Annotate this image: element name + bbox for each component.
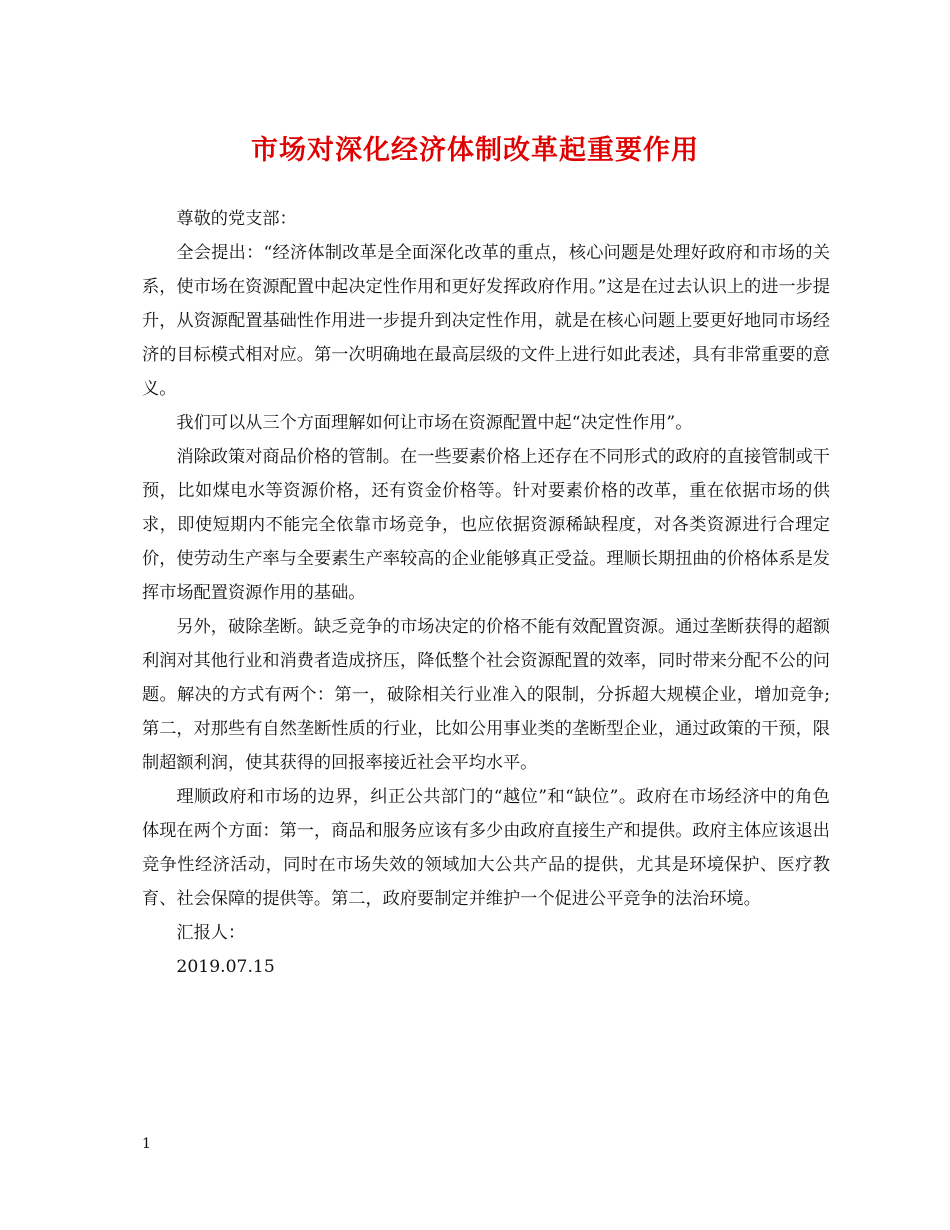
- paragraph-1: 全会提出：“经济体制改革是全面深化改革的重点，核心问题是处理好政府和市场的关系，使市场在资源配置中起决定性作用和更好发挥政府作用。”这是在过去认识上的进一步提升，从资源配置基础性作用进一步提升到决定性作用，就是在核心问题上要更好地同市场经济的目标模式相对应。第一次明确地在最高层级的文件上进行如此表述，具有非常重要的意义。: [142, 243, 830, 399]
- reporter-label: 汇报人：: [176, 923, 246, 943]
- document-title: 市场对深化经济体制改革起重要作用: [251, 135, 699, 166]
- document-body: [142, 202, 830, 984]
- paragraph-4: 另外，破除垄断。缺乏竞争的市场决定的价格不能有效配置资源。通过垄断获得的超额利润对其他行业和消费者造成挤压，降低整个社会资源配置的效率，同时带来分配不公的问题。解决的方式有两个：第一，破除相关行业准入的限制，分拆超大规模企业，增加竞争;第二，对那些有自然垄断性质的行业，比如公用事业类的垄断型企业，通过政策的干预，限制超额利润，使其获得的回报率接近社会平均水平。: [142, 617, 830, 773]
- paragraph-5: 理顺政府和市场的边界，纠正公共部门的“越位”和“缺位”。政府在市场经济中的角色体现在两个方面：第一，商品和服务应该有多少由政府直接生产和提供。政府主体应该退出竞争性经济活动，同时在市场失效的领域加大公共产品的提供，尤其是环境保护、医疗教育、社会保障的提供等。第二，政府要制定并维护一个促进公平竞争的法治环境。: [142, 787, 830, 909]
- salutation: 尊敬的党支部：: [176, 209, 297, 229]
- page-number: 1: [142, 1136, 151, 1152]
- paragraph-3: 消除政策对商品价格的管制。在一些要素价格上还存在不同形式的政府的直接管制或干预，比如煤电水等资源价格，还有资金价格等。针对要素价格的改革，重在依据市场的供求，即使短期内不能完全依靠市场竞争，也应依据资源稀缺程度，对各类资源进行合理定价，使劳动生产率与全要素生产率较高的企业能够真正受益。理顺长期扭曲的价格体系是发挥市场配置资源作用的基础。: [142, 447, 830, 603]
- report-date: 2019.07.15: [176, 957, 275, 977]
- paragraph-2: 我们可以从三个方面理解如何让市场在资源配置中起“决定性作用”。: [176, 413, 693, 433]
